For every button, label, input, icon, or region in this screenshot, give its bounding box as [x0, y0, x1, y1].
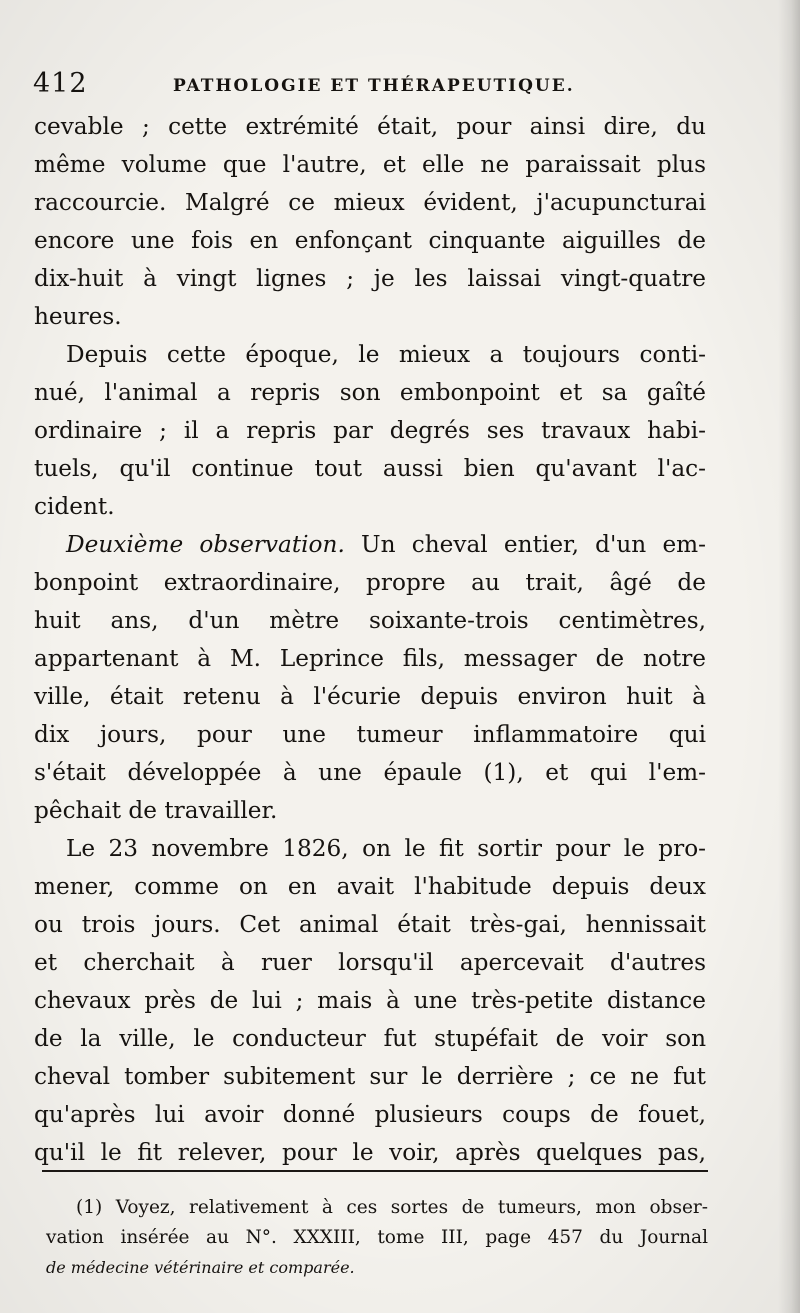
page-header [33, 68, 713, 108]
footnote-separator [42, 1170, 708, 1172]
text-line: dix jours, pour une tumeur inflammatoire qui [34, 721, 706, 748]
page-gutter-shadow [778, 0, 800, 1313]
page-number: 412 [33, 68, 88, 99]
text-line: s'était développée à une épaule (1), et qui l'em- [34, 759, 706, 786]
observation-title: Deuxième observation. [66, 531, 345, 558]
text-line: nué, l'animal a repris son embonpoint et sa gaîté [34, 379, 706, 406]
text-line: bonpoint extraordinaire, propre au trait, âgé de [34, 569, 706, 596]
text-line: encore une fois en enfonçant cinquante aiguilles de [34, 227, 706, 254]
text-line: ville, était retenu à l'écurie depuis environ huit à [34, 683, 706, 710]
text-line: tuels, qu'il continue tout aussi bien qu'avant l'ac- [34, 455, 706, 482]
text-line: cheval tomber subitement sur le derrière ; ce ne fut [34, 1063, 706, 1090]
text-line: cevable ; cette extrémité était, pour ainsi dire, du [34, 113, 706, 140]
observation-heading-line [34, 526, 706, 564]
text-line: pêchait de travailler. [34, 797, 278, 824]
paragraph-start-line: Depuis cette époque, le mieux a toujours conti- [66, 341, 706, 368]
footnote-line: de médecine vétérinaire et comparée. [46, 1258, 355, 1277]
text-line: qu'il le fit relever, pour le voir, après quelques pas, [34, 1139, 706, 1166]
text-line: même volume que l'autre, et elle ne paraissait plus [34, 151, 706, 178]
text-line: raccourcie. Malgré ce mieux évident, j'acupuncturai [34, 189, 706, 216]
paragraph-start-line: Le 23 novembre 1826, on le fit sortir pour le pro- [66, 835, 706, 862]
text-line: huit ans, d'un mètre soixante-trois centimètres, [34, 607, 706, 634]
text-line: dix-huit à vingt lignes ; je les laissai vingt-quatre [34, 265, 706, 292]
text-line: ou trois jours. Cet animal était très-gai, hennissait [34, 911, 706, 938]
text-line: et cherchait à ruer lorsqu'il apercevait d'autres [34, 949, 706, 976]
text-line: heures. [34, 303, 122, 330]
text-line: chevaux près de lui ; mais à une très-petite distance [34, 987, 706, 1014]
text-line: de la ville, le conducteur fut stupéfait de voir son [34, 1025, 706, 1052]
footnote-line: (1) Voyez, relativement à ces sortes de tumeurs, mon obser- [76, 1197, 708, 1218]
text-line: qu'après lui avoir donné plusieurs coups de fouet, [34, 1101, 706, 1128]
running-head: PATHOLOGIE ET THÉRAPEUTIQUE. [173, 76, 575, 96]
text-line: ordinaire ; il a repris par degrés ses travaux habi- [34, 417, 706, 444]
text-line: mener, comme on en avait l'habitude depuis deux [34, 873, 706, 900]
observation-text: Un cheval entier, d'un em- [361, 531, 706, 558]
body-text [34, 108, 706, 1172]
text-line: appartenant à M. Leprince fils, messager de notre [34, 645, 706, 672]
footnote-line: vation insérée au N°. XXXIII, tome III, page 457 du Journal [46, 1227, 708, 1248]
text-line: cident. [34, 493, 115, 520]
footnote [46, 1193, 708, 1283]
